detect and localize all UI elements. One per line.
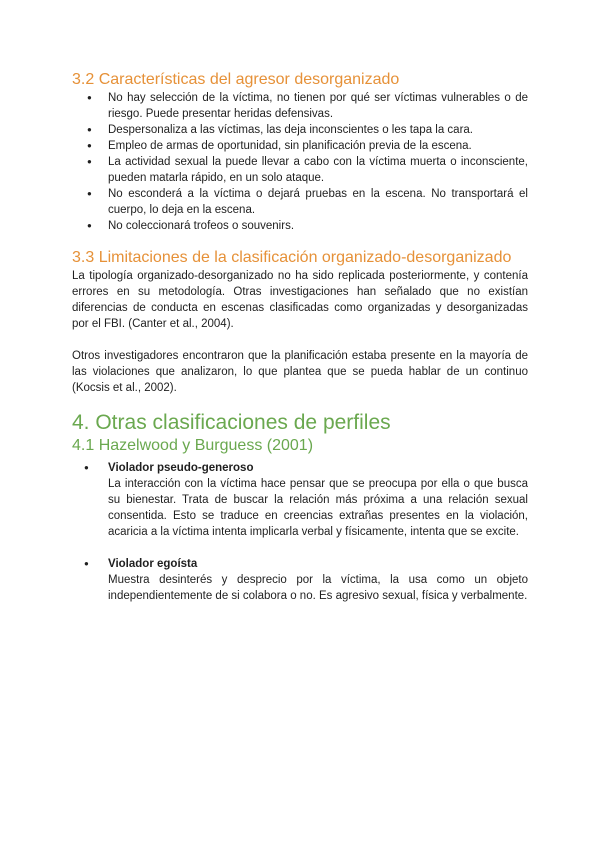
list-item: ● Empleo de armas de oportunidad, sin planificación previa de la escena. [108, 138, 528, 154]
profile-type-text: Muestra desinterés y desprecio por la víctima, la usa como un objeto independientemente de si colabora o no. Es agresivo sexual, física y verbalmente. [108, 574, 528, 602]
list-item: ● No hay selección de la víctima, no tienen por qué ser víctimas vulnerables o de riesgo. Puede presentar heridas defensivas. [108, 90, 528, 122]
profile-type-item [108, 556, 528, 604]
profile-type-text: La interacción con la víctima hace pensar que se preocupa por ella o que busca su bienestar. Trata de buscar la relación más próxima a una relación sexual consentida. Esto se traduce en creencias extrañas presentes en la violación, acaricia a la víctima intenta implicarla verbal y físicamente, intenta que se excite. [108, 478, 528, 538]
section-3-3-paragraph-2: Otros investigadores encontraron que la planificación estaba presente en la mayoría de las violaciones que analizaron, lo que plantea que se pueda hablar de un continuo (Kocsis et al., 2002). [72, 350, 528, 394]
section-3-2-heading: 3.2 Características del agresor desorganizado [72, 71, 400, 88]
section-3-3-paragraph-1: La tipología organizado-desorganizado no ha sido replicada posteriormente, y contenía errores en su metodología. Otras investigaciones han señalado que no existían diferencias de conducta en escenas clasificadas como organizadas y desorganizadas por el FBI. (Canter et al., 2004). [72, 270, 528, 330]
profile-type-item [108, 460, 528, 540]
profile-type-title: ● Violador egoísta [108, 556, 528, 572]
section-4-heading: 4. Otras clasificaciones de perfiles [72, 411, 391, 434]
list-item: ● No esconderá a la víctima o dejará pruebas en la escena. No transportará el cuerpo, lo deja en la escena. [108, 186, 528, 218]
list-item: ● La actividad sexual la puede llevar a cabo con la víctima muerta o inconsciente, pueden matarla rápido, en un solo ataque. [108, 154, 528, 186]
section-3-3-heading: 3.3 Limitaciones de la clasificación organizado-desorganizado [72, 249, 512, 266]
profile-type-title: ● Violador pseudo-generoso [108, 460, 528, 476]
section-4-1-heading: 4.1 Hazelwood y Burguess (2001) [72, 437, 314, 454]
list-item: ● No coleccionará trofeos o souvenirs. [108, 218, 528, 234]
list-item: ● Despersonaliza a las víctimas, las deja inconscientes o les tapa la cara. [108, 122, 528, 138]
document-page [72, 70, 528, 604]
section-3-2-list [72, 90, 528, 234]
